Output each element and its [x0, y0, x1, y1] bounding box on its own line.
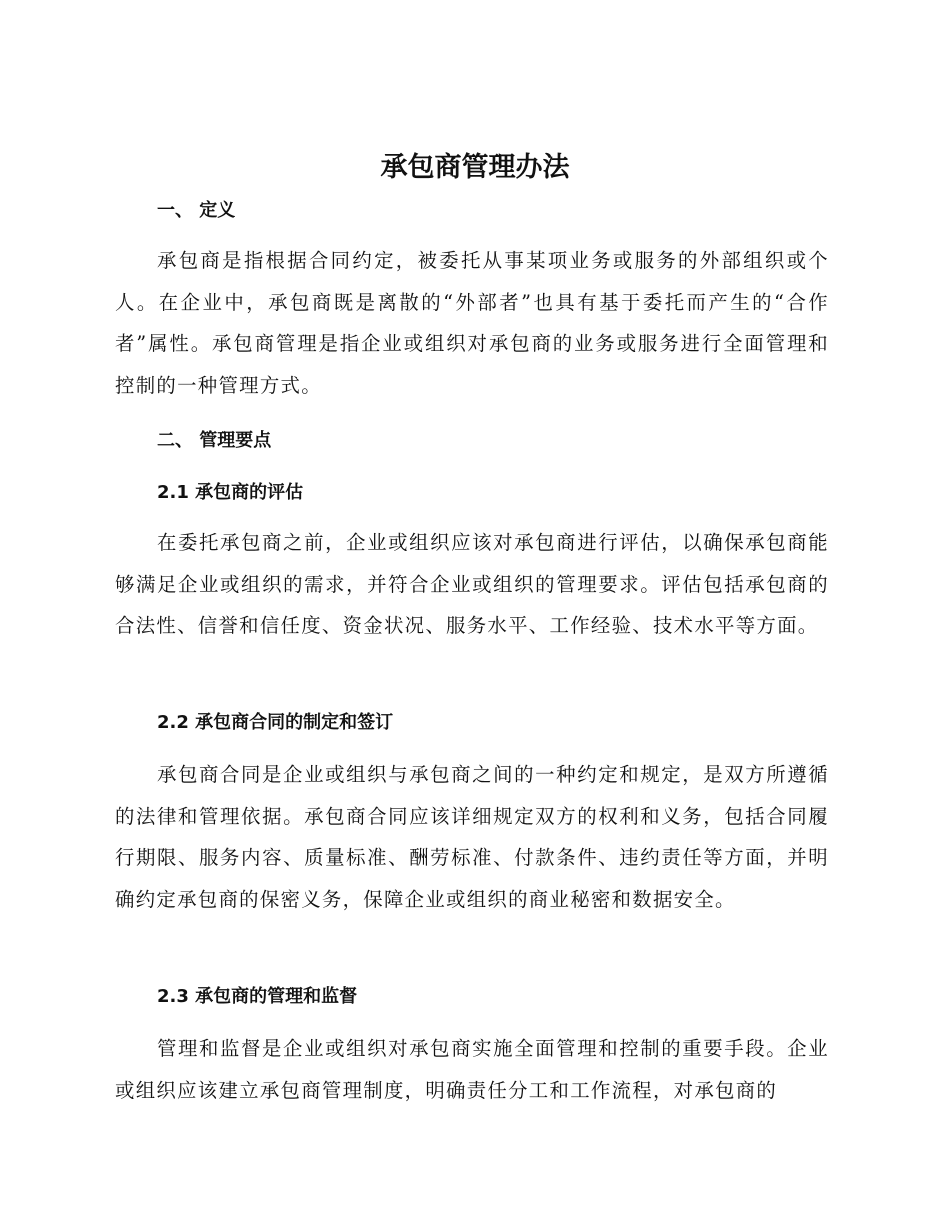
- subsection-heading-management: 2.3 承包商的管理和监督: [157, 986, 358, 1007]
- paragraph-evaluation: 在委托承包商之前，企业或组织应该对承包商进行评估，以确保承包商能够满足企业或组织的需求，并符合企业或组织的管理要求。评估包括承包商的合法性、信誉和信任度、资金状况、服务水平、工作经验、技术水平等方面。: [115, 531, 829, 637]
- paragraph-contract: 承包商合同是企业或组织与承包商之间的一种约定和规定，是双方所遵循的法律和管理依据。承包商合同应该详细规定双方的权利和义务，包括合同履行期限、服务内容、质量标准、酬劳标准、付款条件、违约责任等方面，并明确约定承包商的保密义务，保障企业或组织的商业秘密和数据安全。: [115, 763, 829, 911]
- subsection-heading-contract: 2.2 承包商合同的制定和签订: [157, 712, 394, 733]
- section-heading-key-points: 二、 管理要点: [157, 430, 272, 451]
- paragraph-management: 管理和监督是企业或组织对承包商实施全面管理和控制的重要手段。企业或组织应该建立承包商管理制度，明确责任分工和工作流程，对承包商的: [115, 1037, 829, 1102]
- document-title: 承包商管理办法: [380, 152, 570, 183]
- paragraph-definition: 承包商是指根据合同约定，被委托从事某项业务或服务的外部组织或个人。在企业中，承包商既是离散的“外部者”也具有基于委托而产生的“合作者”属性。承包商管理是指企业或组织对承包商的业务或服务进行全面管理和控制的一种管理方式。: [115, 249, 829, 397]
- subsection-heading-evaluation: 2.1 承包商的评估: [157, 482, 304, 503]
- section-heading-definition: 一、 定义: [157, 200, 236, 221]
